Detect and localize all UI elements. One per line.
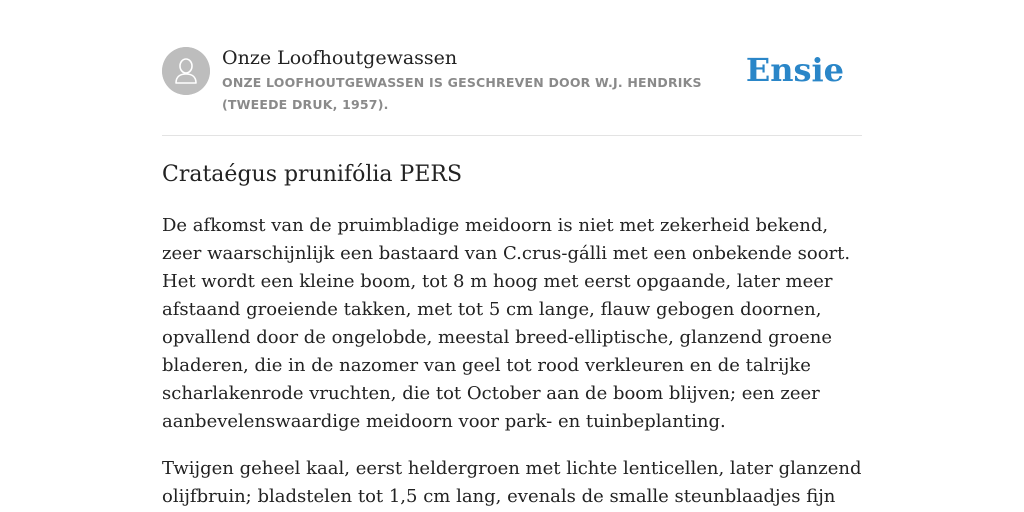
user-avatar-icon bbox=[162, 47, 210, 95]
source-description: ONZE LOOFHOUTGEWASSEN IS GESCHREVEN DOOR W.J. HENDRIKS (TWEEDE DRUK, 1957). bbox=[222, 75, 702, 112]
article-paragraph: De afkomst van de pruimbladige meidoorn is niet met zekerheid bekend, zeer waarschijnlijk een bastaard van C.crus-gálli met een onbekende soort. Het wordt een kleine boom, tot 8 m hoog met eerst opgaande, later meer afstaand groeiende takken, met tot 5 cm lange, flauw gebogen doornen, opvallend door de ongelobde, meestal breed-elliptische, glanzend groene bladeren, die in de nazomer van geel tot rood verkleuren en de talrijke scharlakenrode vruchten, die tot October aan de boom blijven; een zeer aanbevelenswaardige meidoorn voor park- en tuinbeplanting. bbox=[162, 215, 851, 432]
source-title[interactable]: Onze Loofhoutgewassen bbox=[222, 47, 458, 69]
article-title: Crataégus prunifólia PERS bbox=[162, 162, 463, 187]
article bbox=[162, 158, 867, 511]
header-divider bbox=[162, 135, 862, 136]
article-paragraph: Twijgen geheel kaal, eerst heldergroen met lichte lenticellen, later glanzend olijfbruin; bladstelen tot 1,5 cm lang, evenals de smalle steunblaadjes fijn bbox=[162, 458, 862, 507]
brand-logo[interactable]: Ensie bbox=[745, 51, 844, 89]
